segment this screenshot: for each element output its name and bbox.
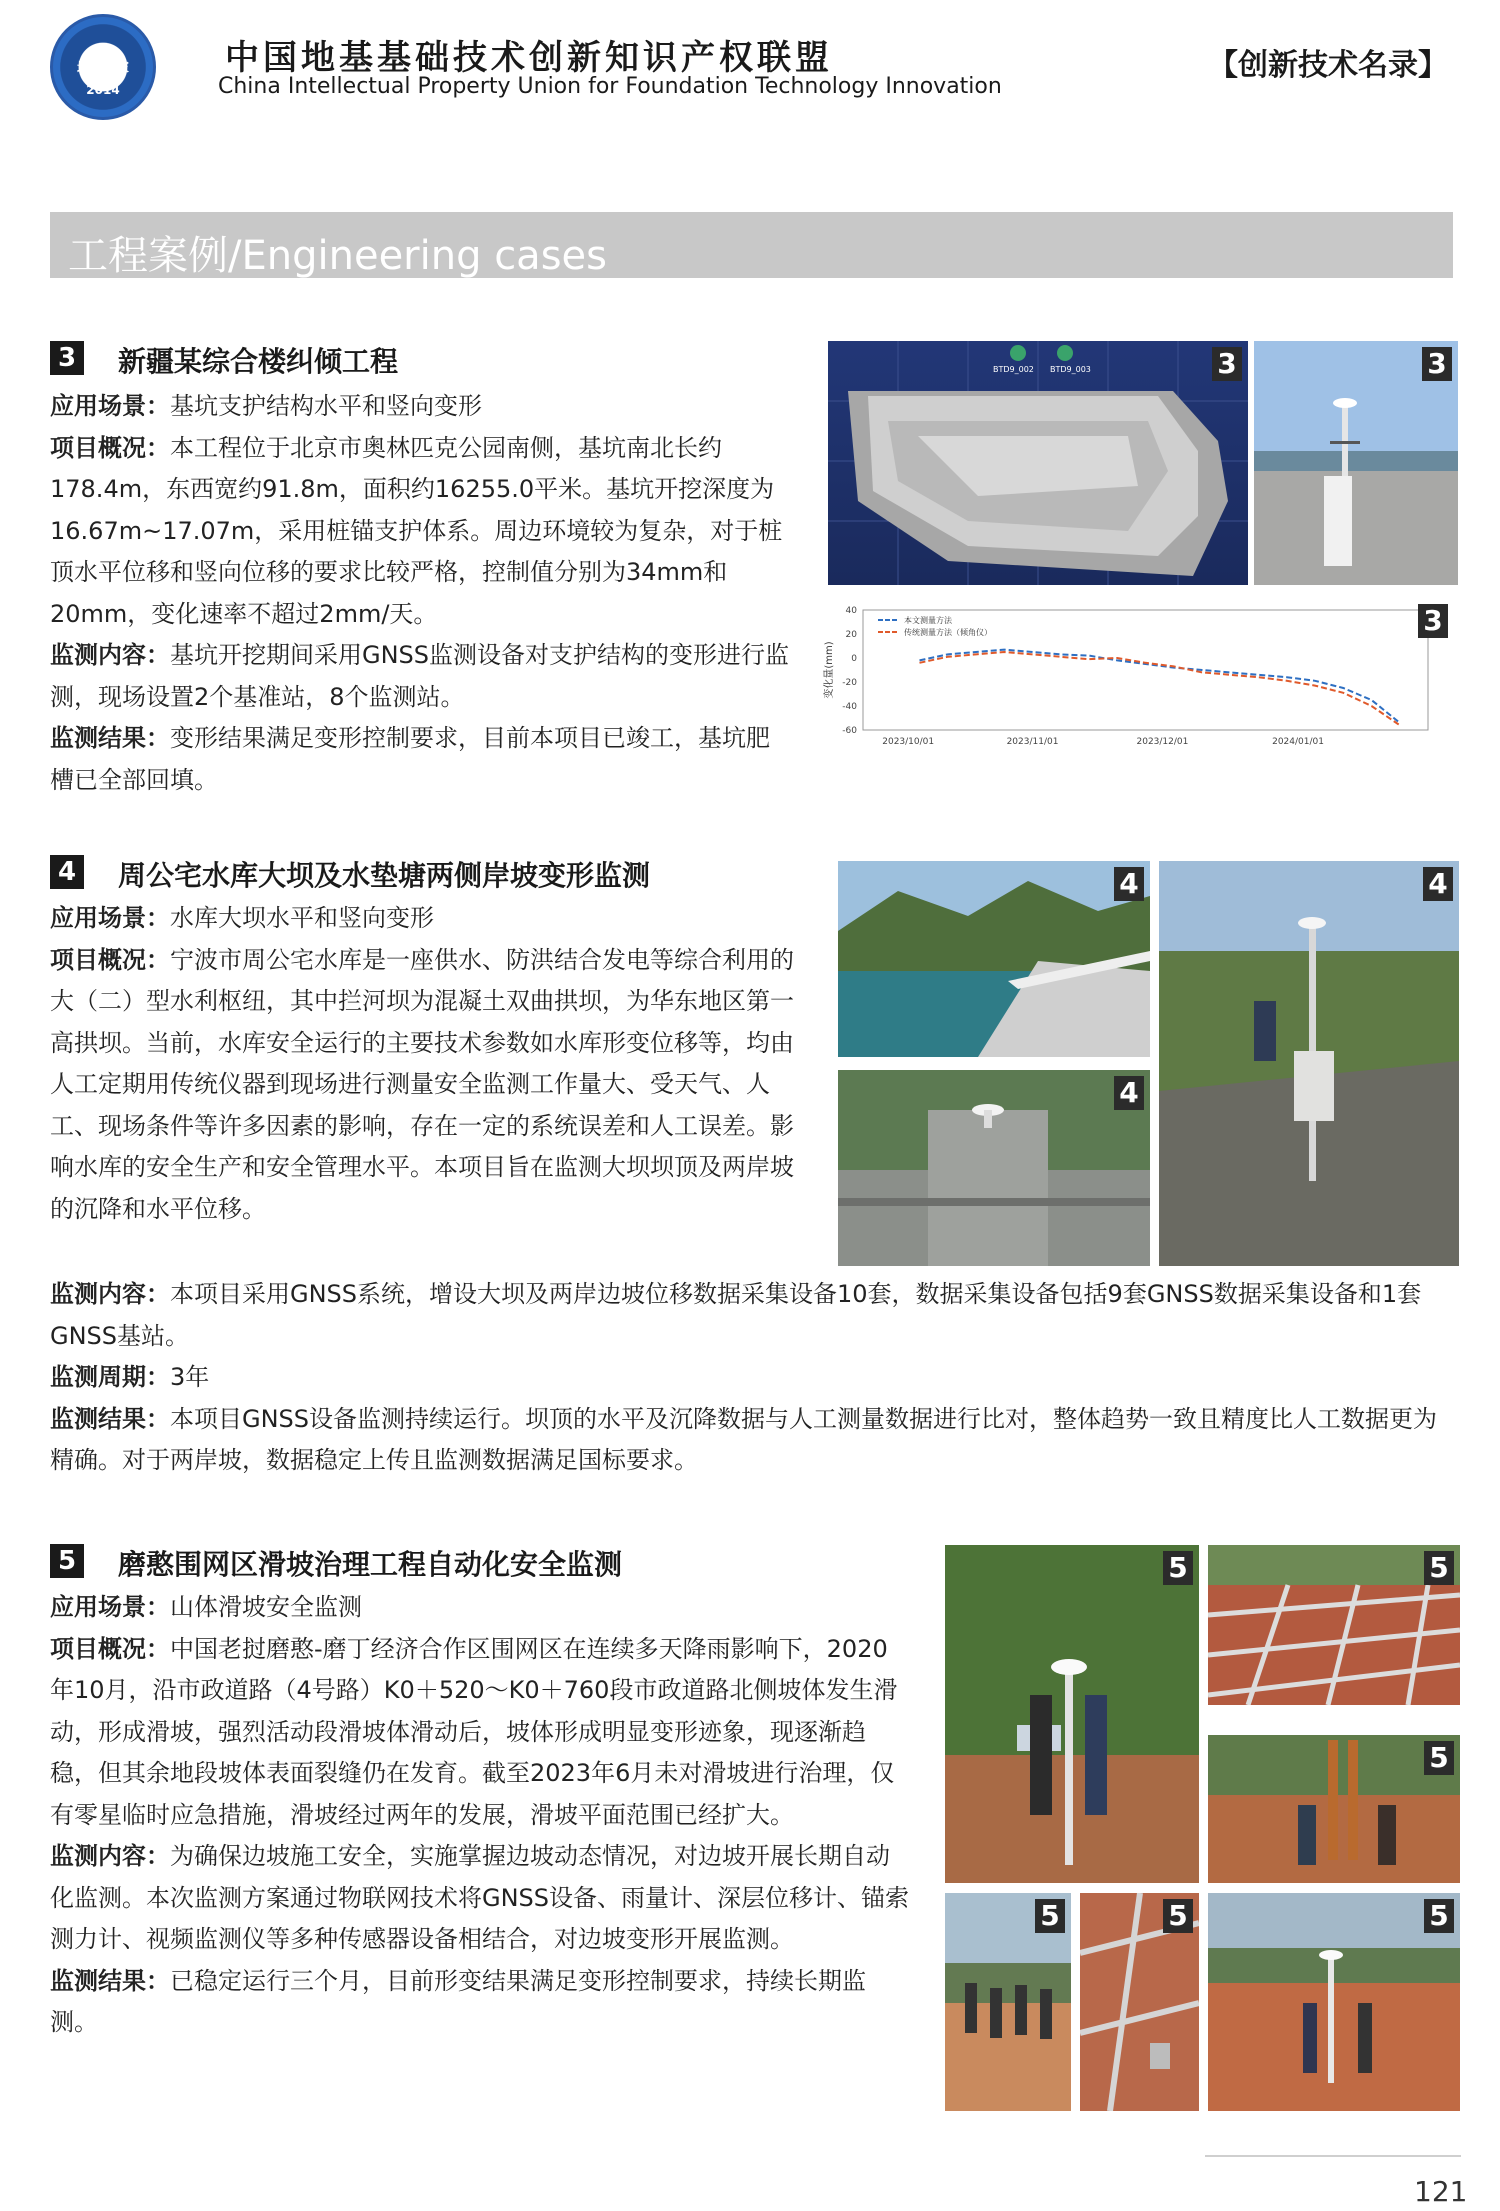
chart-legend-label: 本文测量方法 <box>904 616 952 625</box>
case-title-5: 磨憨围网区滑坡治理工程自动化安全监测 <box>118 1548 623 1581</box>
image-badge: 5 <box>1163 1551 1193 1585</box>
case5-team-photo <box>945 1893 1071 2111</box>
result-text: 已稳定运行三个月，目前形变结果满足变形控制要求，持续长期监测。 <box>50 1966 866 2036</box>
case-number-3: 3 <box>50 341 84 375</box>
image-badge: 5 <box>1424 1899 1454 1933</box>
slope-drawing <box>1159 861 1459 1266</box>
case-title-3: 新疆某综合楼纠倾工程 <box>118 345 399 378</box>
case-body-4b <box>50 1274 1460 1482</box>
case5-slope-photo <box>1208 1545 1460 1705</box>
content-label: 监测内容： <box>50 1280 170 1308</box>
overview-label: 项目概况： <box>50 433 170 462</box>
slope-grid-drawing <box>1208 1545 1460 1705</box>
chart-ytick-label: -60 <box>842 726 857 736</box>
result-text: 变形结果满足变形控制要求，目前本项目已竣工，基坑肥槽已全部回填。 <box>50 724 770 794</box>
case-body-4a <box>50 898 805 1230</box>
footer-divider <box>1205 2155 1461 2157</box>
dam-drawing <box>838 861 1150 1057</box>
case5-gnss-install-photo <box>945 1545 1199 1883</box>
case-number-5: 5 <box>50 1544 84 1578</box>
overview-label: 项目概况： <box>50 945 170 974</box>
chart-xtick-label: 2023/12/01 <box>1136 737 1189 747</box>
chart-ytick-label: -40 <box>842 702 857 712</box>
overview-text: 宁波市周公宅水库是一座供水、防洪结合发电等综合利用的大（二）型水利枢纽，其中拦河坝为混凝土双曲拱坝，为华东地区第一高拱坝。当前，水库安全运行的主要技术参数如水库形变位移等，均由人工定期用传统仪器到现场进行测量安全监测工作量大、受天气、人工、现场条件等许多因素的影响，存在一定的系统误差和人工误差。影响水库的安全生产和安全管理水平。本项目旨在监测大坝坝顶及两岸坡的沉降和水平位移。 <box>50 945 794 1223</box>
model-label-1: BTD9_002 <box>993 365 1034 374</box>
monitor-drawing <box>1208 1893 1460 2111</box>
header-title-cn: 中国地基基础技术创新知识产权联盟 <box>225 38 833 78</box>
scene-text: 山体滑坡安全监测 <box>170 1593 362 1621</box>
image-badge: 4 <box>1114 867 1144 901</box>
chart-xtick-label: 2023/11/01 <box>1006 737 1059 747</box>
scene-label: 应用场景： <box>50 392 170 420</box>
drilling-drawing <box>1208 1735 1460 1883</box>
scene-text: 水库大坝水平和竖向变形 <box>170 904 434 932</box>
chart-ytick-label: 40 <box>845 606 857 616</box>
content-label: 监测内容： <box>50 1842 170 1870</box>
deformation-chart <box>818 598 1458 758</box>
overview-text: 本工程位于北京市奥林匹克公园南侧，基坑南北长约178.4m，东西宽约91.8m，面积约16255.0平米。基坑开挖深度为16.67m~17.07m，采用桩锚支护体系。周边环境较为复杂，对于桩顶水平位移和竖向位移的要求比较严格，控制值分别为34mm和20mm，变化速率不超过2mm/天。 <box>50 433 783 628</box>
image-badge: 5 <box>1035 1899 1065 1933</box>
page-number: 121 <box>1414 2175 1468 2208</box>
deformation-chart-svg <box>818 598 1458 758</box>
image-badge: 5 <box>1163 1899 1193 1933</box>
case4-dam-photo <box>838 861 1150 1057</box>
image-badge: 3 <box>1422 347 1452 381</box>
result-label: 监测结果： <box>50 724 170 752</box>
overview-text: 中国老挝磨憨-磨丁经济合作区围网区在连续多天降雨影响下，2020年10月，沿市政道路（4号路）K0＋520～K0＋760段市政道路北侧坡体发生滑动，形成滑坡，强烈活动段滑坡体滑动后，坡体形成明显变形迹象，现逐渐趋稳，但其余地段坡体表面裂缝仍在发育。截至2023年6月未对滑坡进行治理，仅有零星临时应急措施，滑坡经过两年的发展，滑坡平面范围已经扩大。 <box>50 1634 898 1829</box>
logo-text: 地基管家 <box>76 61 129 76</box>
image-badge: 4 <box>1423 867 1453 901</box>
chart-legend-label: 传统测量方法（倾角仪） <box>904 628 992 637</box>
case-number-4: 4 <box>50 855 84 889</box>
chart-ytick-label: -20 <box>842 678 857 688</box>
header-title-en: China Intellectual Property Union for Foundation Technology Innovation <box>218 74 1002 99</box>
case5-drilling-photo <box>1208 1735 1460 1883</box>
chart-ytick-label: 0 <box>851 654 857 664</box>
union-logo <box>50 14 156 120</box>
result-text: 本项目GNSS设备监测持续运行。坝顶的水平及沉降数据与人工测量数据进行比对，整体趋势一致且精度比人工数据更为精确。对于两岸坡，数据稳定上传且监测数据满足国标要求。 <box>50 1404 1438 1474</box>
model-label-2: BTD9_003 <box>1050 365 1091 374</box>
overview-label: 项目概况： <box>50 1634 170 1663</box>
content-text: 基坑开挖期间采用GNSS监测设备对支护结构的变形进行监测，现场设置2个基准站，8个监测站。 <box>50 641 790 711</box>
case-title-4: 周公宅水库大坝及水垫塘两侧岸坡变形监测 <box>118 859 651 892</box>
result-label: 监测结果： <box>50 1404 170 1433</box>
scene-text: 基坑支护结构水平和竖向变形 <box>170 392 482 420</box>
chart-ytick-label: 20 <box>845 630 857 640</box>
scene-label: 应用场景： <box>50 1593 170 1621</box>
period-text: 3年 <box>170 1363 210 1391</box>
image-badge: 3 <box>1212 347 1242 381</box>
section-banner-text: 工程案例/Engineering cases <box>68 233 607 279</box>
case4-slope-photo <box>1159 861 1459 1266</box>
case5-monitor-photo <box>1208 1893 1460 2111</box>
content-text: 为确保边坡施工安全，实施掌握边坡动态情况，对边坡开展长期自动化监测。本次监测方案通过物联网技术将GNSS设备、雨量计、深层位移计、锚索测力计、视频监测仪等多种传感器设备相结合，对边坡变形开展监测。 <box>50 1842 910 1953</box>
building-model-drawing <box>828 341 1248 585</box>
case-body-3 <box>50 386 792 801</box>
chart-xtick-label: 2023/10/01 <box>882 737 935 747</box>
header-tag: 【创新技术名录】 <box>1208 48 1448 83</box>
chart-xtick-label: 2024/01/01 <box>1272 737 1324 747</box>
chart-series-line <box>920 652 1400 725</box>
image-badge: 5 <box>1424 1551 1454 1585</box>
logo-year: 2014 <box>86 83 120 97</box>
scene-label: 应用场景： <box>50 904 170 932</box>
chart-ylabel: 变化量(mm) <box>824 641 835 699</box>
section-banner <box>50 212 1453 278</box>
case5-anchor-photo <box>1080 1893 1199 2111</box>
case3-equipment-photo <box>1254 341 1458 585</box>
case-body-5 <box>50 1587 910 2044</box>
chart-series-line <box>920 650 1400 723</box>
period-label: 监测周期： <box>50 1363 170 1391</box>
image-badge: 4 <box>1114 1076 1144 1110</box>
content-text: 本项目采用GNSS系统，增设大坝及两岸边坡位移数据采集设备10套，数据采集设备包括9套GNSS数据采集设备和1套GNSS基站。 <box>50 1280 1422 1350</box>
image-badge: 5 <box>1424 1741 1454 1775</box>
pillar-drawing <box>838 1070 1150 1266</box>
content-label: 监测内容： <box>50 641 170 669</box>
case3-3d-model-image <box>828 341 1248 585</box>
gnss-install-drawing <box>945 1545 1199 1883</box>
case4-station-photo <box>838 1070 1150 1266</box>
result-label: 监测结果： <box>50 1966 170 1995</box>
image-badge: 3 <box>1418 604 1448 638</box>
